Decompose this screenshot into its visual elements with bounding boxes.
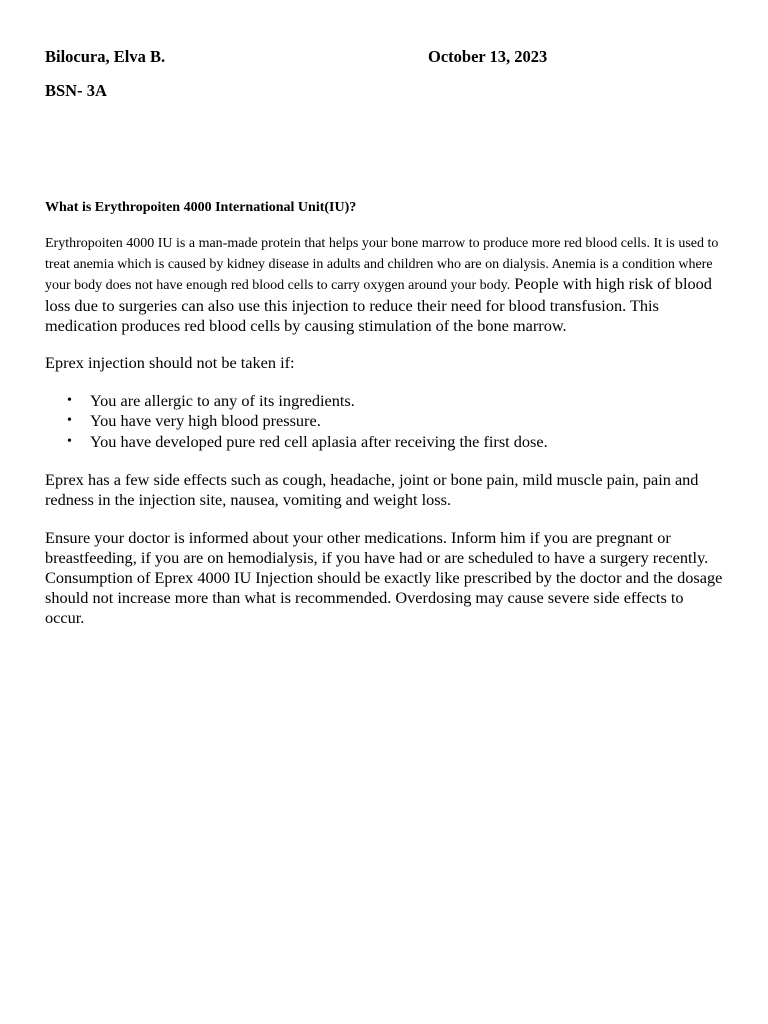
intro-paragraph <box>45 233 725 337</box>
list-item-text: You are allergic to any of its ingredients. <box>90 390 355 410</box>
intro-text-small: Erythropoiten 4000 IU is a man-made protein that helps your bone marrow to produce more red blood cells. It is used to treat anemia which is caused by kidney disease in adults and children who are on dialysis. Anemia is a condition where your body does not have enough red blood cells to carry oxygen around your body. <box>45 236 719 293</box>
list-item-text: You have very high blood pressure. <box>90 411 321 430</box>
precautions-paragraph: Ensure your doctor is informed about your other medications. Inform him if you are pregnant or breastfeeding, if you are on hemodialysis, if you have had or are scheduled to have a surgery recently. Consumption of Eprex 4000 IU Injection should be exactly like prescribed by the doctor and the dosage should not increase more than what is recommended. Overdosing may cause severe side effects to occur. <box>45 528 723 627</box>
contraindications-intro: Eprex injection should not be taken if: <box>45 352 295 372</box>
list-item <box>45 391 725 412</box>
question-heading: What is Erythropoiten 4000 International Unit(IU)? <box>45 200 357 215</box>
list-item <box>45 411 725 432</box>
intro-text-large: People with high risk of blood loss due to surgeries can also use this injection to reduce their need for blood transfusion. This medication produces red blood cells by causing stimulation of the bone marrow. <box>45 274 712 335</box>
side-effects-paragraph: Eprex has a few side effects such as cough, headache, joint or bone pain, mild muscle pain, pain and redness in the injection site, nausea, vomiting and weight loss. <box>45 470 699 509</box>
bullet-icon: • <box>67 392 72 408</box>
bullet-icon: • <box>67 433 72 449</box>
document-body <box>45 199 725 646</box>
author-name: Bilocura, Elva B. <box>45 47 166 66</box>
contraindications-list <box>45 391 725 453</box>
bullet-icon: • <box>67 413 72 428</box>
document-date: October 13, 2023 <box>428 47 548 66</box>
list-item <box>45 432 725 453</box>
course-section: BSN- 3A <box>45 81 107 100</box>
header-row <box>45 47 725 71</box>
list-item-text: You have developed pure red cell aplasia after receiving the first dose. <box>90 431 548 451</box>
